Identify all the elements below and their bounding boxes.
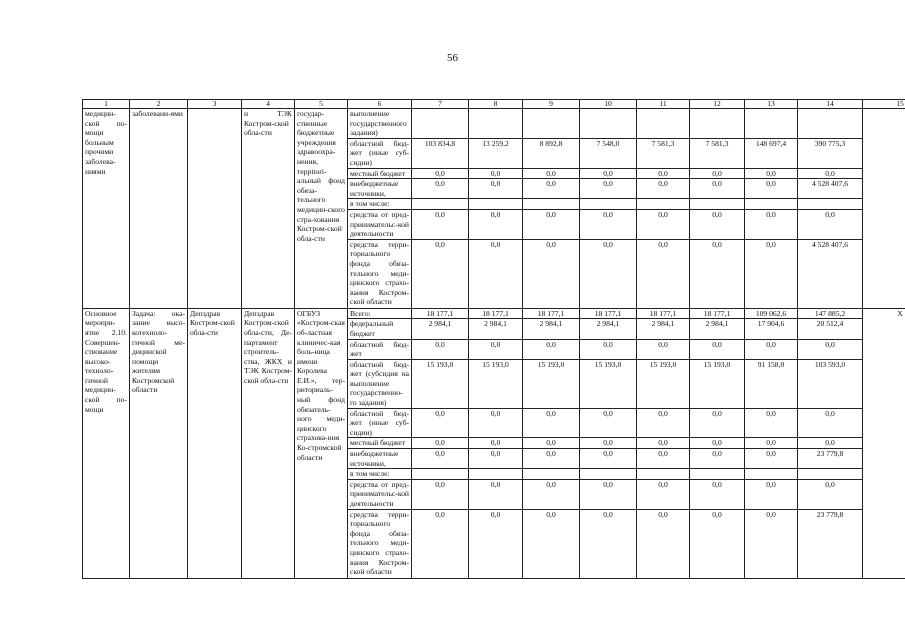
value-cell-col-11 — [637, 199, 690, 210]
block2-c3-cell: Депздрав Костром-ской обла-сти — [188, 308, 242, 578]
value-cell-col-12: 7 581,3 — [690, 138, 745, 168]
value-cell-col-14 — [798, 469, 863, 480]
value-cell-col-7: 2 984,1 — [412, 319, 469, 339]
value-cell-col-10: 0,0 — [580, 479, 637, 509]
value-cell-col-14 — [798, 109, 863, 139]
value-cell-col-11: 0,0 — [637, 179, 690, 199]
value-cell-col-7: 0,0 — [412, 449, 469, 469]
value-cell-col-13 — [745, 199, 798, 210]
value-cell-col-7: 0,0 — [412, 339, 469, 359]
value-cell-col-13: 0,0 — [745, 479, 798, 509]
value-cell-col-14: 23 779,8 — [798, 449, 863, 469]
value-cell-col-7: 15 193,0 — [412, 359, 469, 408]
value-cell-col-7: 0,0 — [412, 239, 469, 308]
funding-source-cell: федеральный бюджет — [348, 319, 412, 339]
block1-c2-cell: заболевани-ями — [130, 109, 188, 309]
funding-source-cell: местный бюджет — [348, 168, 412, 179]
value-cell-col-11: 0,0 — [637, 168, 690, 179]
value-cell-col-9 — [523, 109, 580, 139]
funding-source-cell: местный бюджет — [348, 438, 412, 449]
column-header-13: 13 — [745, 100, 798, 109]
budget-table — [82, 99, 905, 579]
value-cell-col-13: 0,0 — [745, 509, 798, 578]
column-header-1: 1 — [83, 100, 130, 109]
value-cell-col-8: 2 984,1 — [469, 319, 523, 339]
value-cell-col-12: 15 193,0 — [690, 359, 745, 408]
value-cell-col-12 — [690, 199, 745, 210]
funding-source-cell: областной бюд-жет (иные суб-сидии) — [348, 138, 412, 168]
value-cell-col-13: 109 062,6 — [745, 308, 798, 319]
value-cell-col-8: 0,0 — [469, 209, 523, 239]
value-cell-col-14: 147 885,2 — [798, 308, 863, 319]
value-cell-col-13: 0,0 — [745, 239, 798, 308]
value-cell-col-13: 0,0 — [745, 408, 798, 438]
value-cell-col-12: 0,0 — [690, 509, 745, 578]
value-cell-col-8: 18 177,1 — [469, 308, 523, 319]
funding-source-cell: внебюджетные источники, — [348, 449, 412, 469]
value-cell-col-12: 0,0 — [690, 408, 745, 438]
value-cell-col-10: 0,0 — [580, 339, 637, 359]
funding-source-cell: областной бюд-жет — [348, 339, 412, 359]
value-cell-col-13: 0,0 — [745, 339, 798, 359]
block1-c1-cell: медицин-ской по-мощи больным прочими заболева-ниями — [83, 109, 130, 309]
block2-c1-cell: Основное меропри-ятие 2.10. Совершен-ствование высоко-техноло-гичной медицин-ской по-мощи — [83, 308, 130, 578]
value-cell-col-14: 0,0 — [798, 339, 863, 359]
value-cell-col-10: 0,0 — [580, 209, 637, 239]
column-header-14: 14 — [798, 100, 863, 109]
funding-source-cell: областной бюд-жет (субсидия на выполнение государственно-го задания) — [348, 359, 412, 408]
column-header-12: 12 — [690, 100, 745, 109]
value-cell-col-9: 0,0 — [523, 179, 580, 199]
value-cell-col-13: 0,0 — [745, 179, 798, 199]
column-header-row — [83, 100, 905, 109]
column-header-8: 8 — [469, 100, 523, 109]
value-cell-col-11: 0,0 — [637, 438, 690, 449]
value-cell-col-8: 0,0 — [469, 168, 523, 179]
funding-source-cell: в том числе: — [348, 199, 412, 210]
value-cell-col-10: 0,0 — [580, 438, 637, 449]
value-cell-col-7 — [412, 469, 469, 480]
funding-source-cell: внебюджетные источники, — [348, 179, 412, 199]
value-cell-col-12: 0,0 — [690, 168, 745, 179]
value-cell-col-7 — [412, 109, 469, 139]
value-cell-col-9: 18 177,1 — [523, 308, 580, 319]
value-cell-col-13: 0,0 — [745, 209, 798, 239]
value-cell-col-10: 18 177,1 — [580, 308, 637, 319]
value-cell-col-10: 0,0 — [580, 179, 637, 199]
value-cell-col-14: 0,0 — [798, 479, 863, 509]
value-cell-col-8: 0,0 — [469, 239, 523, 308]
value-cell-col-8: 0,0 — [469, 509, 523, 578]
value-cell-col-12 — [690, 469, 745, 480]
column-header-6: 6 — [348, 100, 412, 109]
funding-source-cell: средства терри-ториального фонда обяза-тельного меди-цинского страхо-вания Костром-ской области — [348, 509, 412, 578]
value-cell-col-12: 0,0 — [690, 209, 745, 239]
value-cell-col-11: 0,0 — [637, 408, 690, 438]
column-header-9: 9 — [523, 100, 580, 109]
value-cell-col-10: 0,0 — [580, 239, 637, 308]
block1-c3-cell — [188, 109, 242, 309]
value-cell-col-10: 0,0 — [580, 449, 637, 469]
value-cell-col-10 — [580, 109, 637, 139]
value-cell-col-13 — [745, 109, 798, 139]
value-cell-col-11: 18 177,1 — [637, 308, 690, 319]
column-header-3: 3 — [188, 100, 242, 109]
value-cell-col-11 — [637, 469, 690, 480]
column-header-11: 11 — [637, 100, 690, 109]
column-header-7: 7 — [412, 100, 469, 109]
value-cell-col-7: 0,0 — [412, 438, 469, 449]
value-cell-col-9: 0,0 — [523, 168, 580, 179]
value-cell-col-13: 17 904,6 — [745, 319, 798, 339]
funding-source-cell: средства терри-ториального фонда обяза-тельного меди-цинского страхо-вания Костром-ской области — [348, 239, 412, 308]
table-row — [83, 308, 905, 319]
column-header-2: 2 — [130, 100, 188, 109]
value-cell-col-14: 390 775,3 — [798, 138, 863, 168]
value-cell-col-12: 0,0 — [690, 438, 745, 449]
value-cell-col-9: 0,0 — [523, 408, 580, 438]
value-cell-col-7: 0,0 — [412, 408, 469, 438]
value-cell-col-8: 15 193,0 — [469, 359, 523, 408]
column-header-5: 5 — [295, 100, 348, 109]
value-cell-col-11 — [637, 109, 690, 139]
value-cell-col-9: 0,0 — [523, 209, 580, 239]
column-header-15: 15 — [863, 100, 905, 109]
value-cell-col-8: 0,0 — [469, 408, 523, 438]
funding-source-cell: областной бюд-жет (иные суб-сидии) — [348, 408, 412, 438]
value-cell-col-14: 23 779,8 — [798, 509, 863, 578]
value-cell-col-8: 0,0 — [469, 438, 523, 449]
value-cell-col-7 — [412, 199, 469, 210]
value-cell-col-11: 0,0 — [637, 339, 690, 359]
value-cell-col-8: 0,0 — [469, 449, 523, 469]
value-cell-col-13: 91 158,0 — [745, 359, 798, 408]
value-cell-col-11: 0,0 — [637, 449, 690, 469]
value-cell-col-14: 4 528 407,6 — [798, 179, 863, 199]
value-cell-col-9: 0,0 — [523, 449, 580, 469]
value-cell-col-14: 0,0 — [798, 209, 863, 239]
value-cell-col-8: 0,0 — [469, 479, 523, 509]
page-number: 56 — [447, 52, 458, 64]
value-cell-col-11: 0,0 — [637, 209, 690, 239]
value-cell-col-9: 15 193,0 — [523, 359, 580, 408]
value-cell-col-10: 0,0 — [580, 168, 637, 179]
value-cell-col-8: 0,0 — [469, 339, 523, 359]
funding-source-cell: средства от пред-принимательс-кой деятельности — [348, 209, 412, 239]
value-cell-col-8 — [469, 109, 523, 139]
value-cell-col-10: 0,0 — [580, 509, 637, 578]
value-cell-col-9: 8 892,8 — [523, 138, 580, 168]
value-cell-col-11: 0,0 — [637, 509, 690, 578]
value-cell-col-9 — [523, 469, 580, 480]
funding-source-cell: выполнение государственного задания) — [348, 109, 412, 139]
value-cell-col-11: 15 193,0 — [637, 359, 690, 408]
value-cell-col-13: 0,0 — [745, 449, 798, 469]
value-cell-col-10: 7 548,0 — [580, 138, 637, 168]
block2-c2-cell: Задача: ока-зание высо-котехноло-гичной ме-дицинской помощи жителям Костромской области — [130, 308, 188, 578]
value-cell-col-7: 18 177,1 — [412, 308, 469, 319]
value-cell-col-11: 0,0 — [637, 239, 690, 308]
value-cell-col-12: 0,0 — [690, 449, 745, 469]
value-cell-col-13 — [745, 469, 798, 480]
value-cell-col-10: 0,0 — [580, 408, 637, 438]
value-cell-col-14: 0,0 — [798, 408, 863, 438]
value-cell-col-9: 0,0 — [523, 239, 580, 308]
value-cell-col-14: 0,0 — [798, 168, 863, 179]
block1-c15-cell — [863, 109, 905, 309]
value-cell-col-13: 0,0 — [745, 168, 798, 179]
value-cell-col-8: 0,0 — [469, 179, 523, 199]
value-cell-col-14: 4 528 407,6 — [798, 239, 863, 308]
value-cell-col-12: 2 984,1 — [690, 319, 745, 339]
value-cell-col-10: 15 193,0 — [580, 359, 637, 408]
value-cell-col-9: 2 984,1 — [523, 319, 580, 339]
value-cell-col-8 — [469, 199, 523, 210]
value-cell-col-13: 0,0 — [745, 438, 798, 449]
value-cell-col-12: 0,0 — [690, 479, 745, 509]
value-cell-col-8 — [469, 469, 523, 480]
column-header-4: 4 — [242, 100, 295, 109]
block1-c5-cell: государ-ственные бюджетные учреждения здравоохра-нения, террitori-альный фонд обяза-тельного медицин-ского стра-хования Костром-ской обла-сти — [295, 109, 348, 309]
block2-c5-cell: ОГБУЗ «Костром-ская об-ластная клиничес-кая боль-ница имени Королева Е.И.», тер-риториаль-ный фонд обязатель-ного меди-цинского страхова-ния Ко-стромской области — [295, 308, 348, 578]
value-cell-col-13: 148 697,4 — [745, 138, 798, 168]
funding-source-cell: Всего: — [348, 308, 412, 319]
value-cell-col-8: 13 259,2 — [469, 138, 523, 168]
value-cell-col-11: 7 581,3 — [637, 138, 690, 168]
value-cell-col-11: 0,0 — [637, 479, 690, 509]
value-cell-col-9: 0,0 — [523, 438, 580, 449]
column-header-10: 10 — [580, 100, 637, 109]
block2-c15-cell: Х — [863, 308, 905, 578]
block1-c4-cell: и ТЭК Костром-ской обла-сти — [242, 109, 295, 309]
value-cell-col-7: 0,0 — [412, 479, 469, 509]
value-cell-col-11: 2 984,1 — [637, 319, 690, 339]
value-cell-col-12 — [690, 109, 745, 139]
value-cell-col-9: 0,0 — [523, 509, 580, 578]
block2-c4-cell: Депздрав Костром-ской обла-сти, Де-партамент строитель-ства, ЖКХ и ТЭК Костром-ской обла-сти — [242, 308, 295, 578]
value-cell-col-7: 0,0 — [412, 209, 469, 239]
value-cell-col-9: 0,0 — [523, 479, 580, 509]
value-cell-col-7: 0,0 — [412, 509, 469, 578]
value-cell-col-12: 18 177,1 — [690, 308, 745, 319]
funding-source-cell: средства от пред-принимательс-кой деятельности — [348, 479, 412, 509]
table-row — [83, 109, 905, 139]
value-cell-col-9: 0,0 — [523, 339, 580, 359]
value-cell-col-10 — [580, 469, 637, 480]
value-cell-col-7: 0,0 — [412, 179, 469, 199]
value-cell-col-14: 20 512,4 — [798, 319, 863, 339]
value-cell-col-7: 0,0 — [412, 168, 469, 179]
funding-source-cell: в том числе: — [348, 469, 412, 480]
value-cell-col-12: 0,0 — [690, 339, 745, 359]
value-cell-col-14: 103 593,0 — [798, 359, 863, 408]
value-cell-col-10: 2 984,1 — [580, 319, 637, 339]
value-cell-col-14: 0,0 — [798, 438, 863, 449]
value-cell-col-9 — [523, 199, 580, 210]
value-cell-col-12: 0,0 — [690, 239, 745, 308]
value-cell-col-7: 103 834,8 — [412, 138, 469, 168]
value-cell-col-12: 0,0 — [690, 179, 745, 199]
value-cell-col-10 — [580, 199, 637, 210]
value-cell-col-14 — [798, 199, 863, 210]
